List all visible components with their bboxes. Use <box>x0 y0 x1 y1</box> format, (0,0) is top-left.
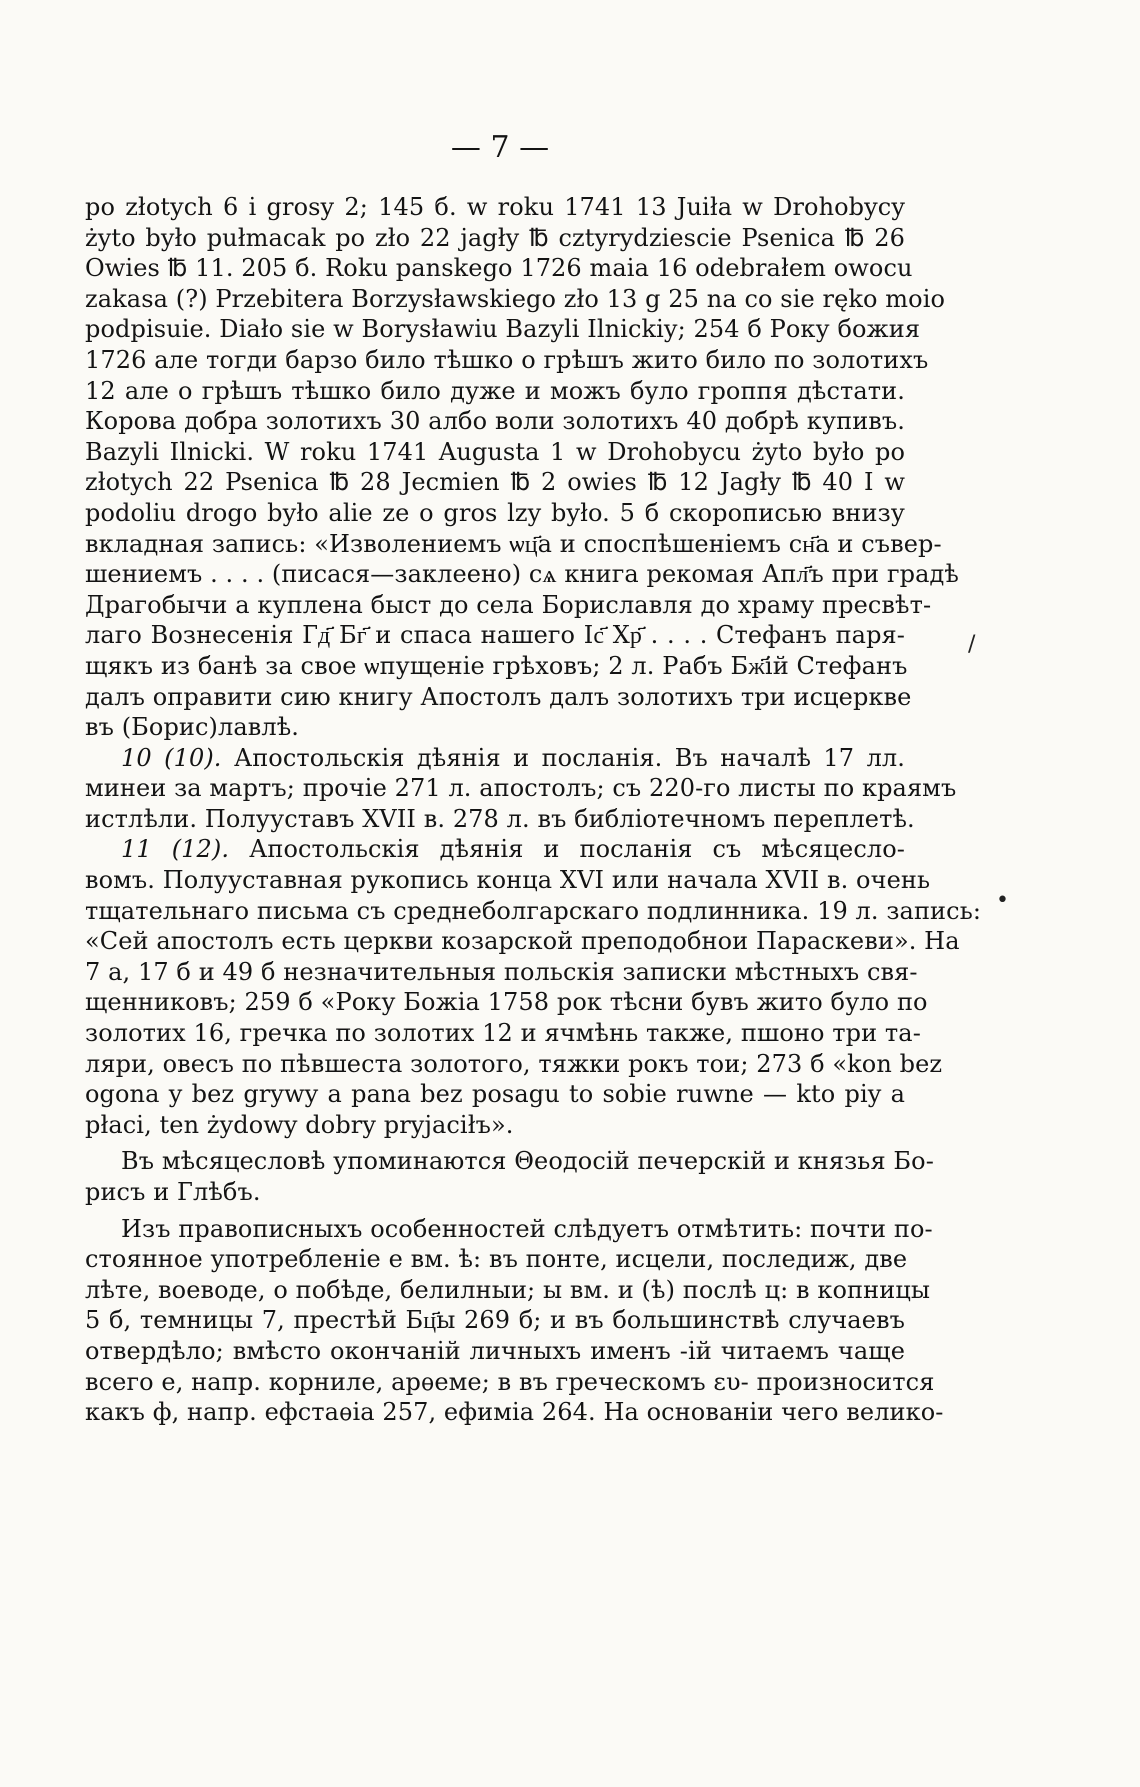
text-line: podoliu drogo było alie ze o gros lzy było. 5 б скорописью внизу <box>85 498 905 527</box>
entry-label: 10 (10). <box>121 743 222 772</box>
text-line: вомъ. Полууставная рукопись конца XVI или начала XVII в. очень <box>85 866 931 895</box>
text-line: Въ мѣсяцесловѣ упоминаются Θеодосій печерскій и князья Бо- <box>121 1147 934 1176</box>
text-line: какъ ф, напр. ефстаѳіа 257, ефимiа 264. На основаніи чего велико- <box>85 1398 944 1427</box>
text-line: 7 а, 17 б и 49 б незначительныя польскія записки мѣстныхъ свя- <box>85 957 918 986</box>
text-line: истлѣли. Полууставъ XVII в. 278 л. въ библіотечномъ переплетѣ. <box>85 804 915 833</box>
text-line: Апостольскія дѣянія и посланія съ мѣсяцесло- <box>249 835 905 864</box>
text-line: złotych 22 Pseniса ℔ 28 Jecmien ℔ 2 owies ℔ 12 Jagły ℔ 40 I w <box>85 468 905 497</box>
text-line: Драгобычи а куплена быст до села Бориславля до храму пресвѣт- <box>85 590 932 619</box>
text-line: po złotych 6 i grosy 2; 145 б. w roku 1741 13 Juiła w Drohobycy <box>85 193 905 221</box>
paragraph-1 <box>85 192 960 743</box>
margin-mark-slash: / <box>968 632 976 657</box>
text-line: щякъ из банѣ за свое ѡпущеніе грѣховъ; 2 л. Рабъ Бж҃ій Стефанъ <box>85 651 908 680</box>
text-line: 1726 але тогди барзо било тѣшко о грѣшъ жито било по золотихъ <box>85 345 929 374</box>
text-line: 5 б, темницы 7, престѣй Бц҃ы 269 б; и въ большинствѣ случаевъ <box>85 1306 905 1335</box>
text-line: Owies ℔ 11. 205 б. Roku panskego 1726 maia 16 odebrałem owocu <box>85 254 913 283</box>
paragraph-entry-10 <box>85 743 957 835</box>
text-line: ogona y bez grywy a pana bez posagu to sobie ruwne — kto piy a <box>85 1080 905 1109</box>
paragraph-menologion <box>85 1146 934 1207</box>
text-line: Апостольскія дѣянія и посланія. Въ началѣ 17 лл. <box>233 743 905 772</box>
text-line: Изъ правописныхъ особенностей слѣдуетъ отмѣтить: почти по- <box>121 1214 933 1243</box>
text-line: Корова добра золотихъ 30 албо воли золотихъ 40 добрѣ купивъ. <box>85 407 905 436</box>
entry-first-line <box>85 834 905 865</box>
text-line: żyto było pułmacak po zło 22 jagły ℔ cztyrydziescie Pseniса ℔ 26 <box>85 223 905 252</box>
text-line: золотих 16, гречка по золотих 12 и ячмѣнь также, пшоно три та- <box>85 1019 921 1048</box>
text-line: płaci, ten żydowy dobry pryjaciłъ». <box>85 1110 514 1139</box>
paragraph-entry-11 <box>85 834 982 1140</box>
text-line: отвердѣло; вмѣсто окончаній личныхъ именъ -ій читаемъ чаще <box>85 1336 905 1365</box>
text-line: лѣте, воеводе, о побѣде, белилныи; ы вм. и (ѣ) послѣ ц: в копницы <box>85 1275 931 1304</box>
text-line: podpisuie. Diało sie w Borysławiu Bazyli Ilnickiy; 254 б Року божия <box>85 315 921 344</box>
text-line: рисъ и Глѣбъ. <box>85 1178 261 1206</box>
text-line: лаго Вознесенія Гд҃ Бг҃ и спаса нашего Іс҃ Хр҃ . . . . Стефанъ паря- <box>85 621 905 650</box>
text-line: тщательнаго письма съ среднеболгарскаго подлинника. 19 л. запись: <box>85 896 982 925</box>
text-line: шениемъ . . . . (писася—заклеено) сѧ книга рекомая Апл҃ъ при градѣ <box>85 560 960 589</box>
text-line: минеи за мартъ; прочіе 271 л. апостолъ; съ 220-го листы по краямъ <box>85 774 957 803</box>
text-line: 12 але о грѣшъ тѣшко било дуже и можъ було гроппя дѣстати. <box>85 376 905 405</box>
text-line: «Сей апостолъ есть церкви козарской преподобнои Параскеви». На <box>85 927 960 956</box>
text-line: щенниковъ; 259 б «Року Божіа 1758 рок тѣсни бувъ жито було по <box>85 988 928 1017</box>
entry-label: 11 (12). <box>121 835 230 864</box>
text-line: вкладная запись: «Изволениемъ ѡц҃а и споспѣшеніемъ сн҃а и съвер- <box>85 529 942 558</box>
text-line: стоянное употребленіе е вм. ѣ: въ понте, исцели, последиж, две <box>85 1245 908 1274</box>
text-line: въ (Борис)лавлѣ. <box>85 713 300 742</box>
text-line: Bazyli Ilnicki. W roku 1741 Augusta 1 w Drohobycu żyto było po <box>85 437 905 466</box>
page-number: — 7 — <box>450 130 550 165</box>
paragraph-orthography <box>85 1214 944 1428</box>
margin-mark-dot: • <box>996 888 1009 913</box>
document-page <box>85 128 982 1428</box>
entry-first-line <box>85 743 905 774</box>
text-line: zakasa (?) Przebitera Borzysławskiego zło 13 g 25 na co sie ręko moio <box>85 284 946 313</box>
text-line: далъ оправити сию книгу Апостолъ далъ золотихъ три исцеркве <box>85 682 912 711</box>
text-line: всего е, напр. корниле, арѳеме; в въ греческомъ ευ- произносится <box>85 1367 935 1396</box>
text-line: ляри, овесъ по пѣвшеста золотого, тяжки рокъ тои; 273 б «kon bez <box>85 1049 943 1078</box>
